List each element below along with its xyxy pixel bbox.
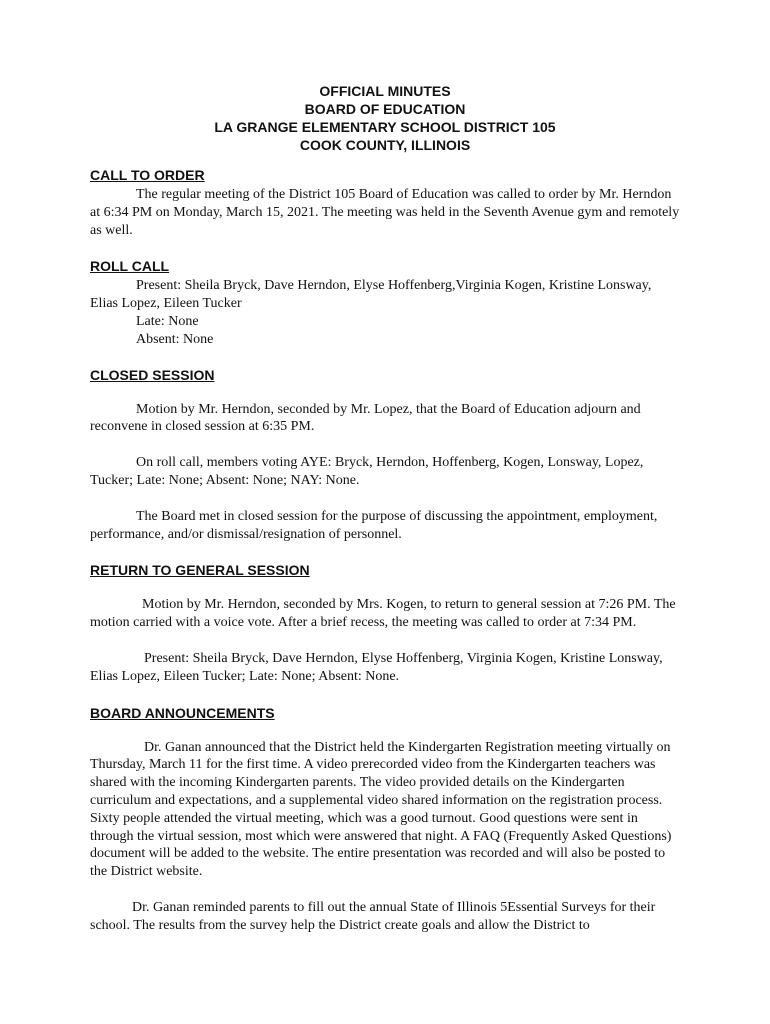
header-county: COOK COUNTY, ILLINOIS [299,137,471,153]
roll-call-present: Present: Sheila Bryck, Dave Herndon, Elyse Hoffenberg,Virginia Kogen, Kristine Lonsway, Elias Lopez, Eileen Tucker [90,278,652,312]
document-header [90,82,680,154]
heading-return-general-session: RETURN TO GENERAL SESSION [90,562,310,579]
heading-board-announcements: BOARD ANNOUNCEMENTS [90,704,275,721]
document-page [90,82,680,935]
call-to-order-text: The regular meeting of the District 105 Board of Education was called to order by Mr. Herndon at 6:34 PM on Monday, March 15, 2021. The meeting was held in the Seventh Avenue gym and remotely as well. [90,187,680,238]
header-title: OFFICIAL MINUTES [319,83,451,99]
announcement-kindergarten: Dr. Ganan announced that the District held the Kindergarten Registration meeting virtually on Thursday, March 11 for the first time. A video prerecorded video from the Kindergarten teachers was shared with the incoming Kindergarten parents. The video provided details on the Kindergarten curriculum and expectations, and a supplemental video shared information on the registration process. Sixty people attended the virtual meeting, which was a good turnout. Good questions were sent in through the virtual session, most which were answered that night. A FAQ (Frequently Asked Questions) document will be added to the website. The entire presentation was recorded and will also be posted to the District website. [90,739,672,880]
closed-session-motion: Motion by Mr. Herndon, seconded by Mr. Lopez, that the Board of Education adjourn and reconvene in closed session at 6:35 PM. [90,401,641,435]
header-district: LA GRANGE ELEMENTARY SCHOOL DISTRICT 105 [214,119,556,135]
return-general-motion: Motion by Mr. Herndon, seconded by Mrs. Kogen, to return to general session at 7:26 PM. The motion carried with a voice vote. After a brief recess, the meeting was called to order at 7:34 PM. [90,597,676,631]
roll-call-late: Late: None [136,313,199,329]
heading-call-to-order: CALL TO ORDER [90,167,205,183]
roll-call-absent: Absent: None [136,331,214,347]
header-board: BOARD OF EDUCATION [304,101,466,117]
announcement-surveys: Dr. Ganan reminded parents to fill out the annual State of Illinois 5Essential Surveys for their school. The results from the survey help the District create goals and allow the District to [90,899,656,933]
heading-closed-session: CLOSED SESSION [90,366,215,383]
return-general-present: Present: Sheila Bryck, Dave Herndon, Elyse Hoffenberg, Virginia Kogen, Kristine Lonsway, Elias Lopez, Eileen Tucker; Late: None; Absent: None. [90,650,663,684]
closed-session-purpose: The Board met in closed session for the purpose of discussing the appointment, employment, performance, and/or dismissal/resignation of personnel. [90,508,658,542]
closed-session-roll-call: On roll call, members voting AYE: Bryck, Herndon, Hoffenberg, Kogen, Lonsway, Lopez, Tucker; Late: None; Absent: None; NAY: None. [90,455,644,488]
heading-roll-call: ROLL CALL [90,258,170,275]
